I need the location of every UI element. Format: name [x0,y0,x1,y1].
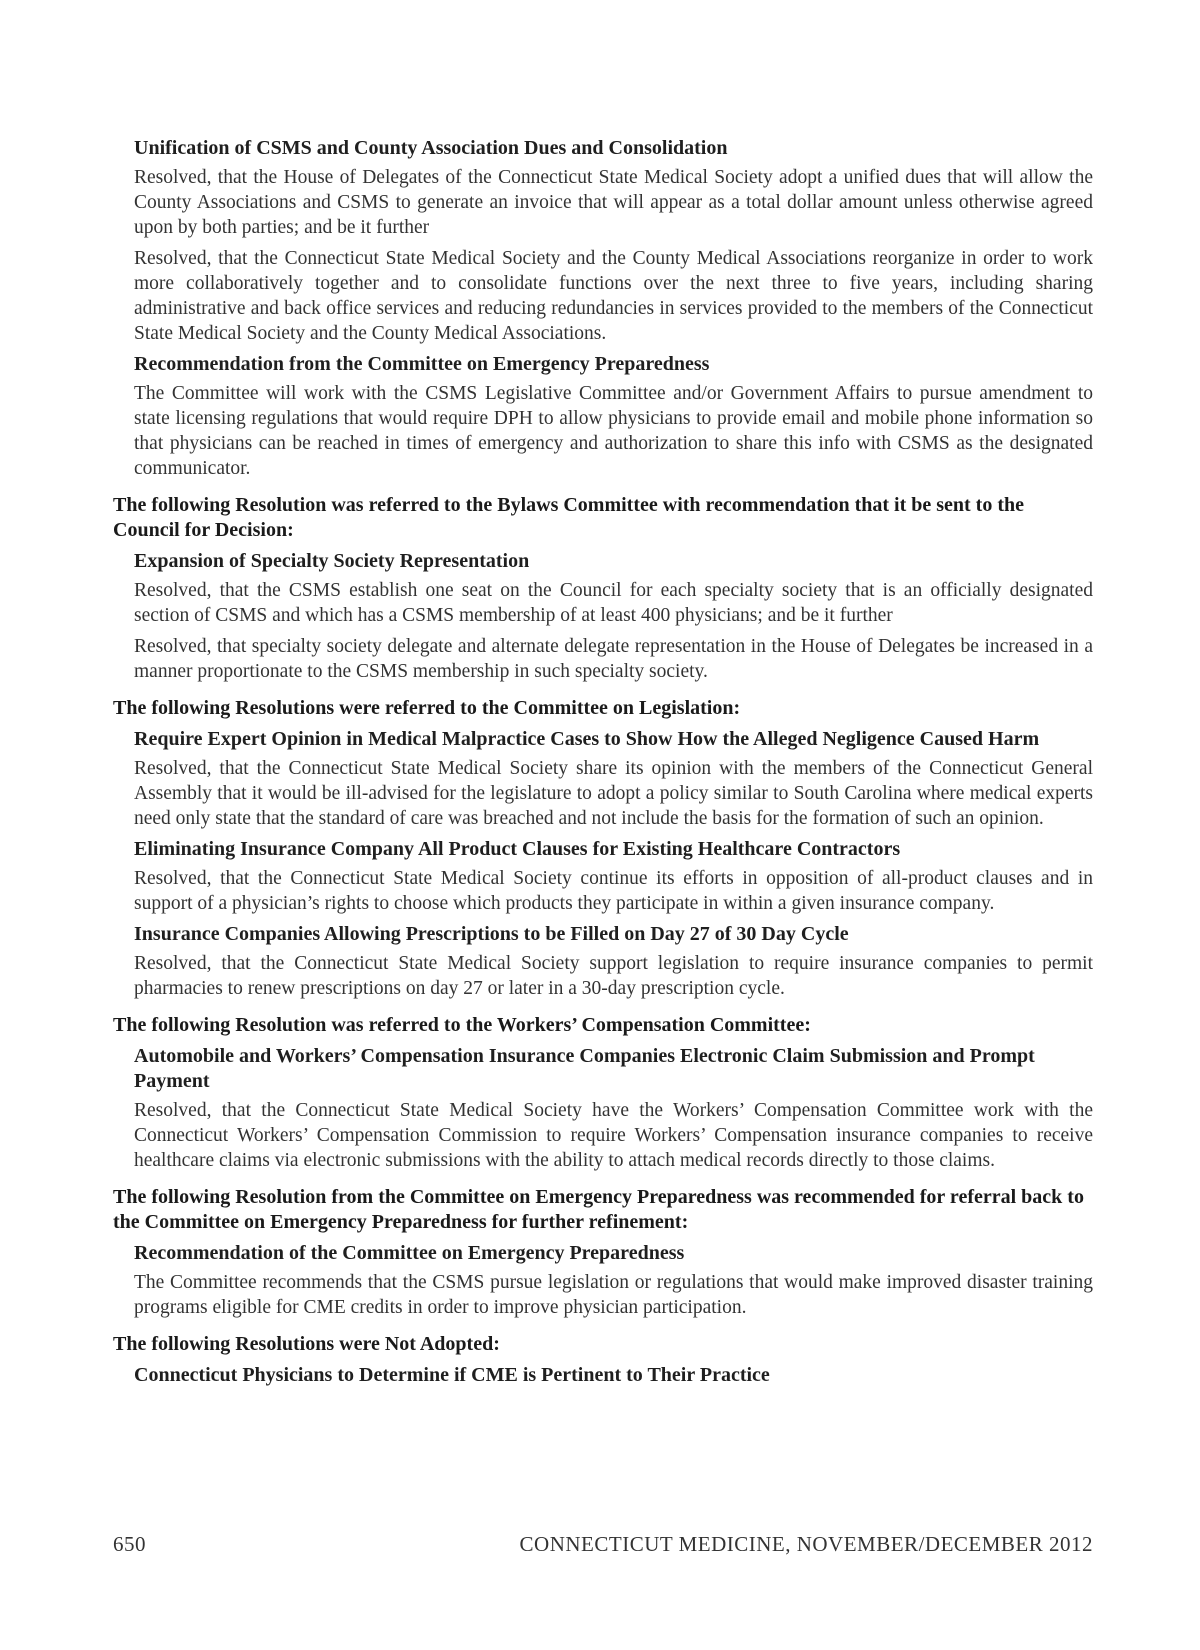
section-heading: The following Resolution was referred to the Bylaws Committee with recommendation that it be sent to the Council for Decision: [113,494,1025,541]
page-footer [113,1532,1093,1557]
resolution-paragraph: The Committee will work with the CSMS Legislative Committee and/or Government Affairs to pursue amendment to state licensing regulations that would require DPH to allow physicians to provide email and mobile phone information so that physicians can be reached in times of emergency and authorization to share this info with CSMS as the designated communicator. [134,383,1093,479]
resolution-title: Connecticut Physicians to Determine if CME is Pertinent to Their Practice [134,1364,770,1386]
section-heading: The following Resolution from the Committee on Emergency Preparedness was recommended for referral back to the Committee on Emergency Preparedness for further refinement: [113,1186,1084,1233]
resolution-block [134,136,1093,346]
resolution-block [134,1241,1093,1320]
resolution-block [134,352,1093,481]
resolution-block [134,1363,1093,1388]
page-number: 650 [113,1532,146,1556]
resolution-paragraph: Resolved, that the Connecticut State Medical Society share its opinion with the members of the Connecticut General Assembly that it would be ill-advised for the legislature to adopt a policy similar to South Carolina where medical experts need only state that the standard of care was breached and not include the basis for the formation of such an opinion. [134,758,1093,829]
resolution-block [134,1044,1093,1173]
resolution-title: Unification of CSMS and County Association Dues and Consolidation [134,137,728,159]
resolution-block [134,727,1093,831]
resolution-paragraph: Resolved, that the House of Delegates of the Connecticut State Medical Society adopt a unified dues that will allow the County Associations and CSMS to generate an invoice that will appear as a total dollar amount unless otherwise agreed upon by both parties; and be it further [134,167,1093,238]
resolution-title: Expansion of Specialty Society Representation [134,550,530,572]
resolution-block [134,837,1093,916]
resolution-title: Recommendation from the Committee on Emergency Preparedness [134,353,710,375]
resolution-paragraph: Resolved, that the Connecticut State Medical Society continue its efforts in opposition of all-product clauses and in support of a physician’s rights to choose which products they participate in within a given insurance company. [134,868,1093,914]
resolution-paragraph: Resolved, that the Connecticut State Medical Society support legislation to require insurance companies to permit pharmacies to renew prescriptions on day 27 or later in a 30-day prescription cycle. [134,953,1093,999]
journal-running-footer: CONNECTICUT MEDICINE, NOVEMBER/DECEMBER 2012 [519,1532,1093,1556]
resolution-block [134,922,1093,1001]
section-heading: The following Resolution was referred to the Workers’ Compensation Committee: [113,1014,811,1036]
resolution-block [134,549,1093,684]
section-heading: The following Resolutions were Not Adopted: [113,1333,500,1355]
document-body [113,136,1093,1392]
resolution-title: Insurance Companies Allowing Prescriptions to be Filled on Day 27 of 30 Day Cycle [134,923,849,945]
resolution-paragraph: Resolved, that the CSMS establish one seat on the Council for each specialty society that is an officially designated section of CSMS and which has a CSMS membership of at least 400 physicians; and be it further [134,580,1093,626]
resolution-title: Eliminating Insurance Company All Product Clauses for Existing Healthcare Contractors [134,838,901,860]
resolution-title: Recommendation of the Committee on Emergency Preparedness [134,1242,685,1264]
resolution-paragraph: Resolved, that the Connecticut State Medical Society have the Workers’ Compensation Committee work with the Connecticut Workers’ Compensation Commission to require Workers’ Compensation insurance companies to receive healthcare claims via electronic submissions with the ability to attach medical records directly to those claims. [134,1100,1093,1171]
resolution-title: Automobile and Workers’ Compensation Insurance Companies Electronic Claim Submission and Prompt Payment [134,1045,1035,1092]
section-heading: The following Resolutions were referred to the Committee on Legislation: [113,697,741,719]
resolution-paragraph: Resolved, that the Connecticut State Medical Society and the County Medical Associations reorganize in order to work more collaboratively together and to consolidate functions over the next three to five years, including sharing administrative and back office services and reducing redundancies in services provided to the members of the Connecticut State Medical Society and the County Medical Associations. [134,248,1093,344]
resolution-paragraph: The Committee recommends that the CSMS pursue legislation or regulations that would make improved disaster training programs eligible for CME credits in order to improve physician participation. [134,1272,1093,1318]
resolution-paragraph: Resolved, that specialty society delegate and alternate delegate representation in the House of Delegates be increased in a manner proportionate to the CSMS membership in such specialty society. [134,636,1093,682]
resolution-title: Require Expert Opinion in Medical Malpractice Cases to Show How the Alleged Negligence Caused Harm [134,728,1040,750]
